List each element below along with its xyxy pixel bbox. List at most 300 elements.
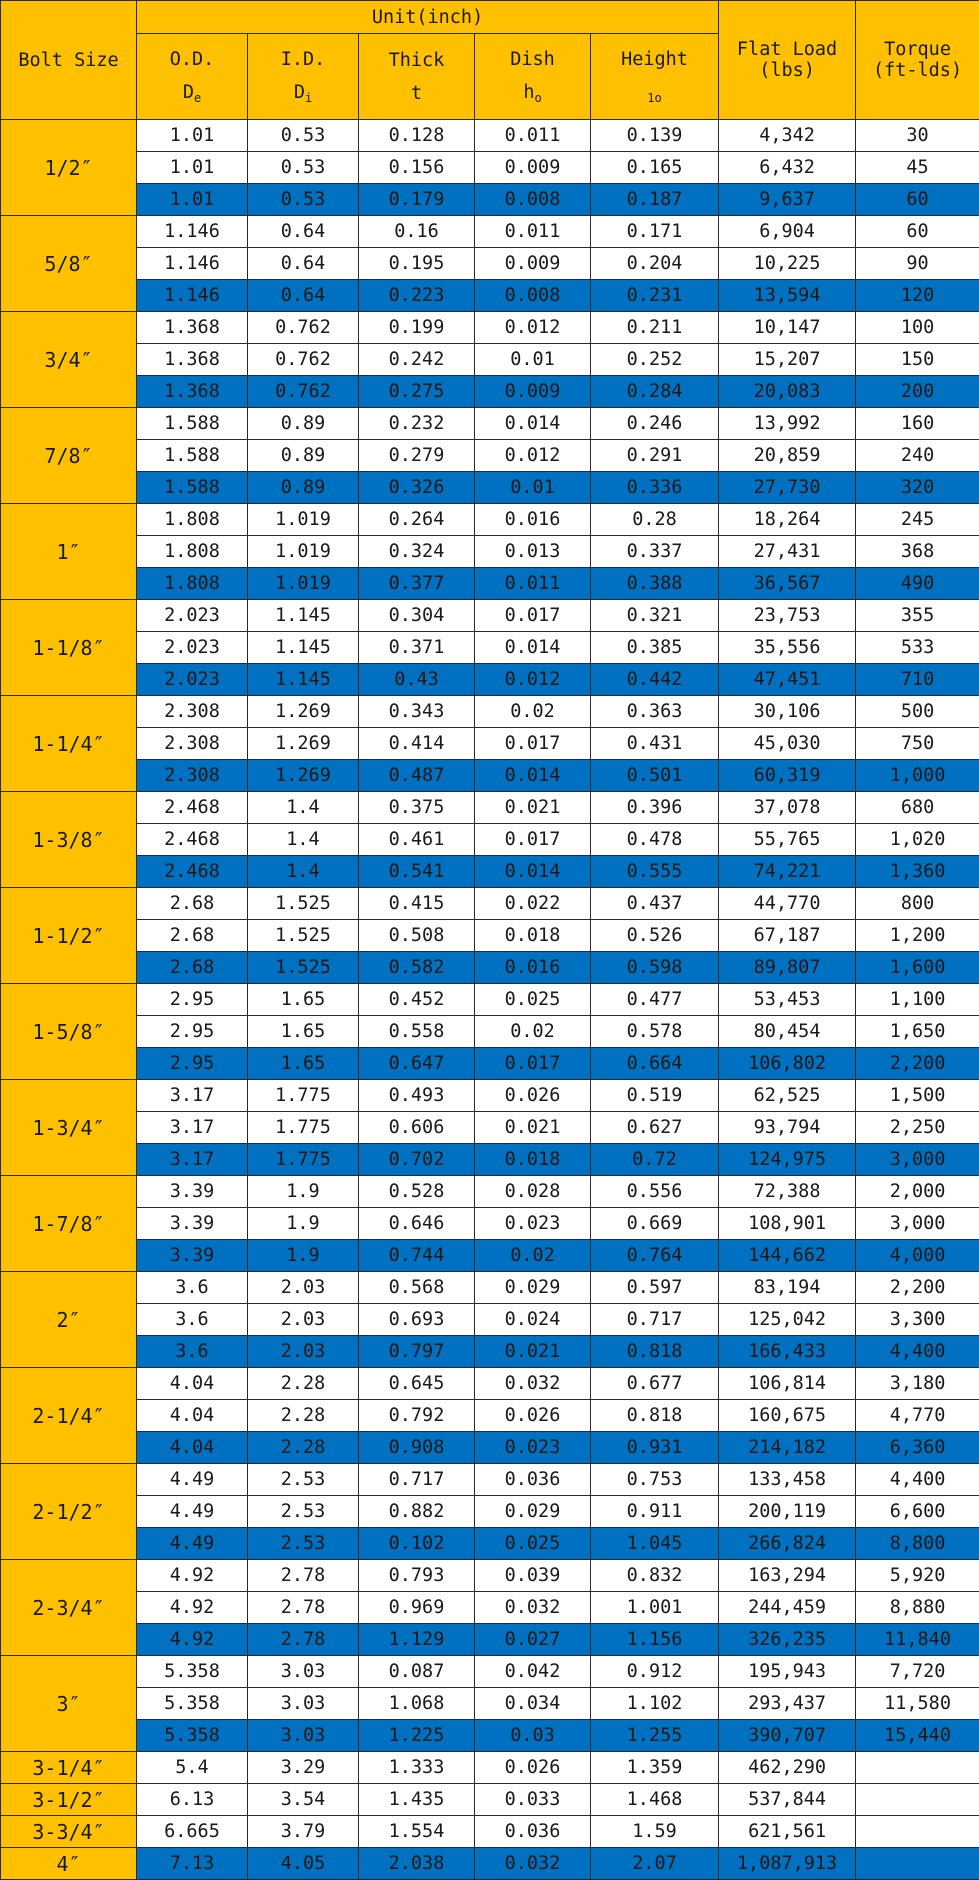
od-cell: 4.04 — [137, 1432, 248, 1464]
flat-load-cell: 10,225 — [719, 248, 856, 280]
table-row — [1, 1304, 979, 1336]
table-row — [1, 792, 979, 824]
flat-load-cell: 74,221 — [719, 856, 856, 888]
dish-cell: 0.042 — [475, 1656, 591, 1688]
thick-cell: 0.693 — [359, 1304, 475, 1336]
height-cell: 0.28 — [591, 504, 719, 536]
thick-cell: 0.304 — [359, 600, 475, 632]
height-cell: 1.59 — [591, 1816, 719, 1848]
id-cell: 2.28 — [248, 1400, 359, 1432]
height-cell: 0.72 — [591, 1144, 719, 1176]
thick-cell: 1.225 — [359, 1720, 475, 1752]
flat-load-cell: 23,753 — [719, 600, 856, 632]
dish-cell: 0.026 — [475, 1400, 591, 1432]
thick-cell: 0.744 — [359, 1240, 475, 1272]
thick-cell: 0.528 — [359, 1176, 475, 1208]
od-cell: 2.308 — [137, 760, 248, 792]
id-cell: 2.03 — [248, 1272, 359, 1304]
height-cell: 0.252 — [591, 344, 719, 376]
od-cell: 4.49 — [137, 1528, 248, 1560]
dish-cell: 0.013 — [475, 536, 591, 568]
height-cell: 0.396 — [591, 792, 719, 824]
flat-load-cell: 133,458 — [719, 1464, 856, 1496]
thick-cell: 1.435 — [359, 1784, 475, 1816]
flat-load-cell: 72,388 — [719, 1176, 856, 1208]
thick-cell: 0.199 — [359, 312, 475, 344]
dish-cell: 0.012 — [475, 664, 591, 696]
id-cell: 3.03 — [248, 1720, 359, 1752]
dish-symbol: $h_o$ — [523, 81, 542, 105]
table-row — [1, 152, 979, 184]
torque-cell: 500 — [856, 696, 979, 728]
thick-cell: 0.343 — [359, 696, 475, 728]
id-cell: 1.269 — [248, 728, 359, 760]
height-cell: 0.187 — [591, 184, 719, 216]
bolt-size-cell: 3-1/2″ — [1, 1784, 137, 1816]
od-cell: 3.17 — [137, 1112, 248, 1144]
torque-cell: 245 — [856, 504, 979, 536]
id-cell: 1.65 — [248, 984, 359, 1016]
height-cell: 0.246 — [591, 408, 719, 440]
id-cell: 1.525 — [248, 888, 359, 920]
od-cell: 2.468 — [137, 824, 248, 856]
table-row — [1, 184, 979, 216]
torque-cell: 710 — [856, 664, 979, 696]
id-cell: 2.78 — [248, 1592, 359, 1624]
od-cell: 6.665 — [137, 1816, 248, 1848]
height-cell: 0.578 — [591, 1016, 719, 1048]
od-symbol: $D_e$ — [182, 81, 202, 105]
table-row — [1, 408, 979, 440]
id-cell: 1.9 — [248, 1176, 359, 1208]
thick-cell: 0.582 — [359, 952, 475, 984]
flat-load-cell: 67,187 — [719, 920, 856, 952]
dish-cell: 0.009 — [475, 376, 591, 408]
id-label: I.D. — [280, 48, 326, 70]
table-row — [1, 1048, 979, 1080]
thick-cell: 0.087 — [359, 1656, 475, 1688]
table-row — [1, 1624, 979, 1656]
id-cell: 1.269 — [248, 696, 359, 728]
id-cell: 1.145 — [248, 600, 359, 632]
flat-load-cell: 20,083 — [719, 376, 856, 408]
height-cell: 1.468 — [591, 1784, 719, 1816]
od-cell: 2.468 — [137, 792, 248, 824]
flat-load-cell: 53,453 — [719, 984, 856, 1016]
flat-load-cell: 13,992 — [719, 408, 856, 440]
id-cell: 1.019 — [248, 568, 359, 600]
thick-cell: 1.333 — [359, 1752, 475, 1784]
flat-load-cell: 106,802 — [719, 1048, 856, 1080]
thick-cell: 0.275 — [359, 376, 475, 408]
header-bolt-size: Bolt Size — [1, 1, 137, 120]
thick-cell: 0.645 — [359, 1368, 475, 1400]
torque-cell: 8,880 — [856, 1592, 979, 1624]
flat-load-cell: 13,594 — [719, 280, 856, 312]
od-cell: 4.04 — [137, 1368, 248, 1400]
dish-cell: 0.016 — [475, 952, 591, 984]
bolt-size-cell: 3-3/4″ — [1, 1816, 137, 1848]
id-cell: 1.9 — [248, 1240, 359, 1272]
height-cell: 0.171 — [591, 216, 719, 248]
thick-cell: 0.461 — [359, 824, 475, 856]
torque-cell: 533 — [856, 632, 979, 664]
flat-load-cell: 1,087,913 — [719, 1848, 856, 1880]
thick-cell: 0.16 — [359, 216, 475, 248]
od-cell: 1.368 — [137, 376, 248, 408]
flat-load-cell: 44,770 — [719, 888, 856, 920]
torque-cell: 320 — [856, 472, 979, 504]
torque-cell: 800 — [856, 888, 979, 920]
dish-cell: 0.021 — [475, 1336, 591, 1368]
torque-cell: 5,920 — [856, 1560, 979, 1592]
table-body — [1, 120, 979, 1880]
bolt-size-cell: 4″ — [1, 1848, 137, 1880]
dish-cell: 0.026 — [475, 1080, 591, 1112]
table-row — [1, 280, 979, 312]
id-cell: 2.78 — [248, 1560, 359, 1592]
id-cell: 1.775 — [248, 1080, 359, 1112]
id-cell: 0.762 — [248, 376, 359, 408]
dish-cell: 0.02 — [475, 1240, 591, 1272]
od-cell: 4.92 — [137, 1624, 248, 1656]
thick-cell: 0.797 — [359, 1336, 475, 1368]
id-cell: 2.53 — [248, 1528, 359, 1560]
id-cell: 2.28 — [248, 1368, 359, 1400]
thick-cell: 0.156 — [359, 152, 475, 184]
od-cell: 1.146 — [137, 216, 248, 248]
height-cell: 1.359 — [591, 1752, 719, 1784]
id-cell: 2.78 — [248, 1624, 359, 1656]
od-cell: 1.146 — [137, 280, 248, 312]
table-row — [1, 312, 979, 344]
dish-cell: 0.029 — [475, 1272, 591, 1304]
height-cell: 0.204 — [591, 248, 719, 280]
torque-cell: 1,650 — [856, 1016, 979, 1048]
thick-cell: 0.568 — [359, 1272, 475, 1304]
od-cell: 5.358 — [137, 1688, 248, 1720]
od-cell: 2.68 — [137, 920, 248, 952]
torque-cell: 4,400 — [856, 1464, 979, 1496]
flat-load-cell: 160,675 — [719, 1400, 856, 1432]
height-cell: 0.664 — [591, 1048, 719, 1080]
od-cell: 1.01 — [137, 184, 248, 216]
dish-cell: 0.01 — [475, 344, 591, 376]
od-cell: 2.95 — [137, 984, 248, 1016]
table-row — [1, 1272, 979, 1304]
id-cell: 0.762 — [248, 344, 359, 376]
dish-cell: 0.032 — [475, 1592, 591, 1624]
height-cell: 0.555 — [591, 856, 719, 888]
od-cell: 5.4 — [137, 1752, 248, 1784]
thick-cell: 0.195 — [359, 248, 475, 280]
table-row — [1, 984, 979, 1016]
dish-cell: 0.026 — [475, 1752, 591, 1784]
od-cell: 1.01 — [137, 152, 248, 184]
height-cell: 0.818 — [591, 1336, 719, 1368]
thick-cell: 0.415 — [359, 888, 475, 920]
thick-cell: 0.882 — [359, 1496, 475, 1528]
flat-load-cell: 166,433 — [719, 1336, 856, 1368]
od-cell: 2.023 — [137, 664, 248, 696]
dish-cell: 0.034 — [475, 1688, 591, 1720]
table-row — [1, 1496, 979, 1528]
height-cell: 1.156 — [591, 1624, 719, 1656]
table-row — [1, 1432, 979, 1464]
flat-load-cell: 36,567 — [719, 568, 856, 600]
table-row — [1, 952, 979, 984]
flat-load-cell: 621,561 — [719, 1816, 856, 1848]
table-row — [1, 1464, 979, 1496]
flat-load-cell: 106,814 — [719, 1368, 856, 1400]
dish-cell: 0.029 — [475, 1496, 591, 1528]
table-row — [1, 1688, 979, 1720]
torque-cell: 6,360 — [856, 1432, 979, 1464]
dish-cell: 0.014 — [475, 632, 591, 664]
header-torque — [856, 1, 979, 120]
table-row — [1, 1400, 979, 1432]
height-cell: 0.519 — [591, 1080, 719, 1112]
height-cell: 0.597 — [591, 1272, 719, 1304]
torque-cell: 1,000 — [856, 760, 979, 792]
bolt-size-cell: 1-1/8″ — [1, 600, 137, 696]
flat-load-cell: 20,859 — [719, 440, 856, 472]
thick-symbol: t — [410, 82, 423, 104]
table-row — [1, 1208, 979, 1240]
dish-cell: 0.032 — [475, 1848, 591, 1880]
thick-cell: 0.414 — [359, 728, 475, 760]
height-cell: 0.211 — [591, 312, 719, 344]
dish-cell: 0.014 — [475, 856, 591, 888]
torque-cell: 2,250 — [856, 1112, 979, 1144]
od-cell: 2.95 — [137, 1048, 248, 1080]
height-cell: 1.102 — [591, 1688, 719, 1720]
flat-load-cell: 30,106 — [719, 696, 856, 728]
id-cell: 0.89 — [248, 440, 359, 472]
flat-load-cell: 9,637 — [719, 184, 856, 216]
height-cell: 0.385 — [591, 632, 719, 664]
id-cell: 2.53 — [248, 1464, 359, 1496]
height-cell: 0.165 — [591, 152, 719, 184]
flat-load-cell: 35,556 — [719, 632, 856, 664]
dish-cell: 0.017 — [475, 728, 591, 760]
torque-cell: 368 — [856, 536, 979, 568]
table-row — [1, 1368, 979, 1400]
dish-cell: 0.016 — [475, 504, 591, 536]
header-od — [137, 34, 248, 120]
dish-cell: 0.017 — [475, 824, 591, 856]
id-cell: 0.762 — [248, 312, 359, 344]
thick-cell: 0.908 — [359, 1432, 475, 1464]
table-row — [1, 472, 979, 504]
thick-cell: 0.647 — [359, 1048, 475, 1080]
torque-cell: 240 — [856, 440, 979, 472]
flat-load-cell: 214,182 — [719, 1432, 856, 1464]
table-row — [1, 632, 979, 664]
height-cell: 0.437 — [591, 888, 719, 920]
torque-cell: 4,400 — [856, 1336, 979, 1368]
height-cell: 0.911 — [591, 1496, 719, 1528]
torque-cell: 15,440 — [856, 1720, 979, 1752]
table-row — [1, 664, 979, 696]
od-cell: 1.808 — [137, 504, 248, 536]
torque-cell: 11,580 — [856, 1688, 979, 1720]
height-cell: 0.931 — [591, 1432, 719, 1464]
torque-cell: 60 — [856, 184, 979, 216]
height-cell: 1.045 — [591, 1528, 719, 1560]
thick-cell: 0.508 — [359, 920, 475, 952]
torque-cell: 150 — [856, 344, 979, 376]
dish-cell: 0.008 — [475, 280, 591, 312]
bolt-size-cell: 1-7/8″ — [1, 1176, 137, 1272]
od-cell: 2.68 — [137, 888, 248, 920]
flat-load-cell: 326,235 — [719, 1624, 856, 1656]
od-cell: 2.308 — [137, 696, 248, 728]
thick-cell: 0.242 — [359, 344, 475, 376]
torque-cell: 1,360 — [856, 856, 979, 888]
flat-load-cell: 462,290 — [719, 1752, 856, 1784]
thick-cell: 1.554 — [359, 1816, 475, 1848]
od-cell: 3.39 — [137, 1240, 248, 1272]
od-cell: 2.468 — [137, 856, 248, 888]
header-flat-load — [719, 1, 856, 120]
bolt-size-cell: 1/2″ — [1, 120, 137, 216]
table-row — [1, 344, 979, 376]
table-row — [1, 1752, 979, 1784]
header-id — [248, 34, 359, 120]
thick-cell: 0.43 — [359, 664, 475, 696]
od-cell: 1.588 — [137, 472, 248, 504]
id-symbol: $D_i$ — [293, 81, 313, 105]
dish-cell: 0.02 — [475, 696, 591, 728]
dish-cell: 0.022 — [475, 888, 591, 920]
dish-cell: 0.023 — [475, 1208, 591, 1240]
id-cell: 0.53 — [248, 120, 359, 152]
height-cell: 0.717 — [591, 1304, 719, 1336]
table-row — [1, 1016, 979, 1048]
id-cell: 0.64 — [248, 280, 359, 312]
torque-cell: 60 — [856, 216, 979, 248]
header-height — [591, 34, 719, 120]
dish-cell: 0.014 — [475, 408, 591, 440]
id-cell: 0.89 — [248, 408, 359, 440]
id-cell: 3.79 — [248, 1816, 359, 1848]
table-row — [1, 1528, 979, 1560]
id-cell: 1.525 — [248, 952, 359, 984]
dish-cell: 0.021 — [475, 1112, 591, 1144]
torque-cell: 3,300 — [856, 1304, 979, 1336]
bolt-size-cell: 3-1/4″ — [1, 1752, 137, 1784]
id-cell: 1.525 — [248, 920, 359, 952]
dish-cell: 0.027 — [475, 1624, 591, 1656]
dish-cell: 0.017 — [475, 1048, 591, 1080]
thick-cell: 0.128 — [359, 120, 475, 152]
od-cell: 1.01 — [137, 120, 248, 152]
id-cell: 0.64 — [248, 216, 359, 248]
od-cell: 3.17 — [137, 1080, 248, 1112]
thick-cell: 0.793 — [359, 1560, 475, 1592]
table-row — [1, 696, 979, 728]
dish-cell: 0.025 — [475, 984, 591, 1016]
table-row — [1, 728, 979, 760]
thick-cell: 0.452 — [359, 984, 475, 1016]
height-cell: 0.764 — [591, 1240, 719, 1272]
id-cell: 2.03 — [248, 1304, 359, 1336]
bolt-size-cell: 1-1/4″ — [1, 696, 137, 792]
id-cell: 1.775 — [248, 1112, 359, 1144]
dish-cell: 0.011 — [475, 216, 591, 248]
id-cell: 4.05 — [248, 1848, 359, 1880]
flat-load-cell: 55,765 — [719, 824, 856, 856]
torque-cell: 490 — [856, 568, 979, 600]
torque-cell: 1,200 — [856, 920, 979, 952]
table-row — [1, 504, 979, 536]
table-row — [1, 1560, 979, 1592]
torque-cell — [856, 1784, 979, 1816]
id-cell: 1.4 — [248, 824, 359, 856]
height-cell: 0.598 — [591, 952, 719, 984]
height-cell: 0.832 — [591, 1560, 719, 1592]
id-cell: 1.9 — [248, 1208, 359, 1240]
id-cell: 0.89 — [248, 472, 359, 504]
flat-load-cell: 4,342 — [719, 120, 856, 152]
id-cell: 0.53 — [248, 184, 359, 216]
table-row — [1, 568, 979, 600]
thick-cell: 0.264 — [359, 504, 475, 536]
thick-cell: 0.493 — [359, 1080, 475, 1112]
flat-load-cell: 27,431 — [719, 536, 856, 568]
flat-load-cell: 293,437 — [719, 1688, 856, 1720]
dish-cell: 0.012 — [475, 312, 591, 344]
dish-cell: 0.009 — [475, 248, 591, 280]
flat-load-cell: 45,030 — [719, 728, 856, 760]
id-cell: 1.145 — [248, 664, 359, 696]
thick-cell: 0.371 — [359, 632, 475, 664]
thick-cell: 0.558 — [359, 1016, 475, 1048]
bolt-size-cell: 3/4″ — [1, 312, 137, 408]
bolt-size-cell: 1-1/2″ — [1, 888, 137, 984]
od-cell: 1.588 — [137, 408, 248, 440]
thick-cell: 0.487 — [359, 760, 475, 792]
torque-cell — [856, 1816, 979, 1848]
height-cell: 0.291 — [591, 440, 719, 472]
dish-cell: 0.021 — [475, 792, 591, 824]
thick-cell: 0.326 — [359, 472, 475, 504]
torque-cell: 3,000 — [856, 1208, 979, 1240]
od-cell: 2.023 — [137, 600, 248, 632]
height-cell: 0.231 — [591, 280, 719, 312]
height-cell: 0.336 — [591, 472, 719, 504]
bolt-size-cell: 1-5/8″ — [1, 984, 137, 1080]
table-row — [1, 248, 979, 280]
id-cell: 1.4 — [248, 792, 359, 824]
torque-cell: 1,020 — [856, 824, 979, 856]
flat-load-cell: 6,904 — [719, 216, 856, 248]
dish-cell: 0.033 — [475, 1784, 591, 1816]
height-cell: 0.753 — [591, 1464, 719, 1496]
height-cell: 0.627 — [591, 1112, 719, 1144]
table-row — [1, 1784, 979, 1816]
od-cell: 3.17 — [137, 1144, 248, 1176]
flat-load-cell: 390,707 — [719, 1720, 856, 1752]
bolt-size-cell: 1-3/8″ — [1, 792, 137, 888]
dish-cell: 0.028 — [475, 1176, 591, 1208]
id-cell: 3.03 — [248, 1688, 359, 1720]
flat-load-cell: 195,943 — [719, 1656, 856, 1688]
table-row — [1, 1720, 979, 1752]
header-unit: Unit(inch) — [137, 1, 719, 34]
table-row — [1, 1080, 979, 1112]
